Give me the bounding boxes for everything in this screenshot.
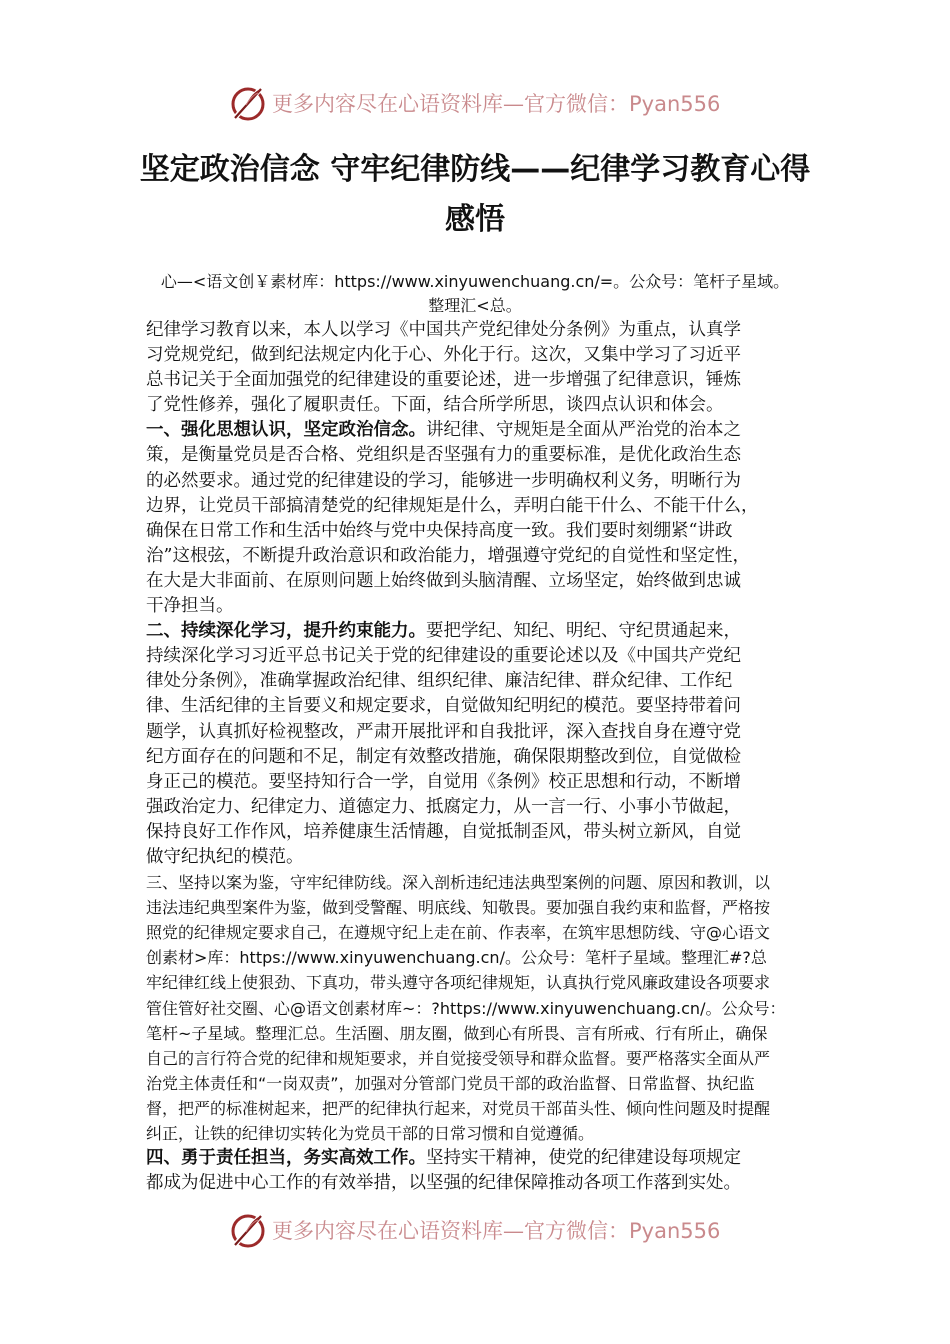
- section-4-first-line: 四、勇于责任担当，务实高效工作。坚持实干精神，使党的纪律建设每项规定: [146, 1148, 741, 1169]
- paragraph-line: 的必然要求。通过党的纪律建设的学习，能够进一步明确权利义务，明晰行为: [146, 470, 741, 491]
- paragraph-line: 策，是衡量党员是否合格、党组织是否坚强有力的重要标准，是优化政治生态: [146, 445, 741, 466]
- paragraph-line: 管住管好社交圈、心@语文创素材库~：?https://www.xinyuwenchuang.cn/。公众号：: [146, 998, 786, 1018]
- paragraph-line: 持续深化学习习近平总书记关于党的纪律建设的重要论述以及《中国共产党纪: [146, 646, 741, 667]
- section-4-heading: 四、勇于责任担当，务实高效工作。: [146, 1148, 426, 1169]
- paragraph-line: 保持良好工作作风，培养健康生活情趣，自觉抵制歪风，带头树立新风，自觉: [146, 821, 741, 842]
- paragraph-line: 了党性修养，强化了履职责任。下面，结合所学所思，谈四点认识和体会。: [146, 395, 724, 416]
- paragraph-line: 纪方面存在的问题和不足，制定有效整改措施，确保限期整改到位，自觉做检: [146, 746, 741, 767]
- section-1-first-line: 一、强化思想认识，坚定政治信念。讲纪律、守规矩是全面从严治党的治本之: [146, 420, 741, 441]
- paragraph-line: 强政治定力、纪律定力、道德定力、抵腐定力，从一言一行、小事小节做起，: [146, 796, 741, 817]
- title-line-2: 感悟: [445, 202, 505, 237]
- paragraph-line: 三、坚持以案为鉴，守牢纪律防线。深入剖析违纪违法典型案例的问题、原因和教训，以: [146, 873, 771, 893]
- article-body: [146, 318, 816, 1196]
- source-note: [140, 270, 810, 318]
- paragraph-line: 干净担当。: [146, 596, 234, 617]
- paragraph-line: 确保在日常工作和生活中始终与党中央保持高度一致。我们要时刻绷紧“讲政: [146, 520, 733, 541]
- paragraph-line: 照党的纪律规定要求自己，在遵规守纪上走在前、作表率，在筑牢思想防线、守@心语文: [146, 923, 771, 943]
- title-line-1: 坚定政治信念 守牢纪律防线——纪律学习教育心得: [139, 152, 811, 187]
- paragraph-line: 督，把严的标准树起来，把严的纪律执行起来，对党员干部苗头性、倾向性问题及时提醒: [146, 1098, 771, 1118]
- quill-logo-icon: [228, 1210, 268, 1250]
- paragraph-line: 都成为促进中心工作的有效举措，以坚强的纪律保障推动各项工作落到实处。: [146, 1173, 741, 1194]
- paragraph-line: 治”这根弦，不断提升政治意识和政治能力，增强遵守党纪的自觉性和坚定性，: [146, 545, 750, 566]
- paragraph-line: 自己的言行符合党的纪律和规矩要求，并自觉接受领导和群众监督。要严格落实全面从严: [146, 1048, 771, 1068]
- banner-text: 更多内容尽在心语资料库—官方微信：Pyan556: [272, 92, 721, 116]
- paragraph-line: 治党主体责任和“一岗双责”，加强对分管部门党员干部的政治监督、日常监督、执纪监: [146, 1073, 755, 1093]
- section-2-first-line: 二、持续深化学习，提升约束能力。要把学纪、知纪、明纪、守纪贯通起来，: [146, 621, 741, 642]
- paragraph-line: 创素材>库：https://www.xinyuwenchuang.cn/。公众号：笔杆子星域。整理汇#?总: [146, 948, 767, 968]
- paragraph-line: 题学，认真抓好检视整改，严肃开展批评和自我批评，深入查找自身在遵守党: [146, 721, 741, 742]
- wechat-id: Pyan556: [629, 92, 721, 116]
- paragraph-line: 律处分条例》，准确掌握政治纪律、组织纪律、廉洁纪律、群众纪律、工作纪: [146, 671, 733, 692]
- section-1-heading: 一、强化思想认识，坚定政治信念。: [146, 420, 426, 441]
- paragraph-line: 身正己的模范。要坚持知行合一学，自觉用《条例》校正思想和行动，不断增: [146, 771, 741, 792]
- page-title: [100, 145, 850, 245]
- section-2-heading: 二、持续深化学习，提升约束能力。: [146, 621, 426, 642]
- source-line-2: 整理汇<总。: [428, 296, 522, 315]
- paragraph-line: 总书记关于全面加强党的纪律建设的重要论述，进一步增强了纪律意识，锤炼: [146, 370, 741, 391]
- quill-logo-icon: [228, 83, 268, 123]
- paragraph-line: 在大是大非面前、在原则问题上始终做到头脑清醒、立场坚定，始终做到忠诚: [146, 570, 741, 591]
- paragraph-line: 习党规党纪，做到纪法规定内化于心、外化于行。这次，又集中学习了习近平: [146, 345, 741, 366]
- paragraph-line: 违法违纪典型案件为鉴，做到受警醒、明底线、知敬畏。要加强自我约束和监督，严格按: [146, 898, 771, 918]
- banner-text: 更多内容尽在心语资料库—官方微信：Pyan556: [272, 1219, 721, 1243]
- paragraph-line: 笔杆~子星域。整理汇总。生活圈、朋友圈，做到心有所畏、言有所戒、行有所止，确保: [146, 1023, 768, 1043]
- paragraph-line: 牢纪律红线上使狠劲、下真功，带头遵守各项纪律规矩，认真执行党风廉政建设各项要求: [146, 973, 771, 993]
- wechat-id: Pyan556: [629, 1219, 721, 1243]
- paragraph-line: 做守纪执纪的模范。: [146, 846, 304, 867]
- paragraph-line: 纠正，让铁的纪律切实转化为党员干部的日常习惯和自觉遵循。: [146, 1124, 595, 1143]
- paragraph-line: 律、生活纪律的主旨要义和规定要求，自觉做知纪明纪的模范。要坚持带着问: [146, 696, 741, 717]
- header-banner: [0, 80, 950, 126]
- paragraph-line: 纪律学习教育以来，本人以学习《中国共产党纪律处分条例》为重点，认真学: [146, 320, 741, 340]
- paragraph-line: 边界，让党员干部搞清楚党的纪律规矩是什么，弄明白能干什么、不能干什么，: [146, 495, 759, 516]
- source-line-1: 心—<语文创￥素材库：https://www.xinyuwenchuang.cn/=。公众号：笔杆子星域。: [160, 272, 790, 291]
- footer-banner: [0, 1207, 950, 1253]
